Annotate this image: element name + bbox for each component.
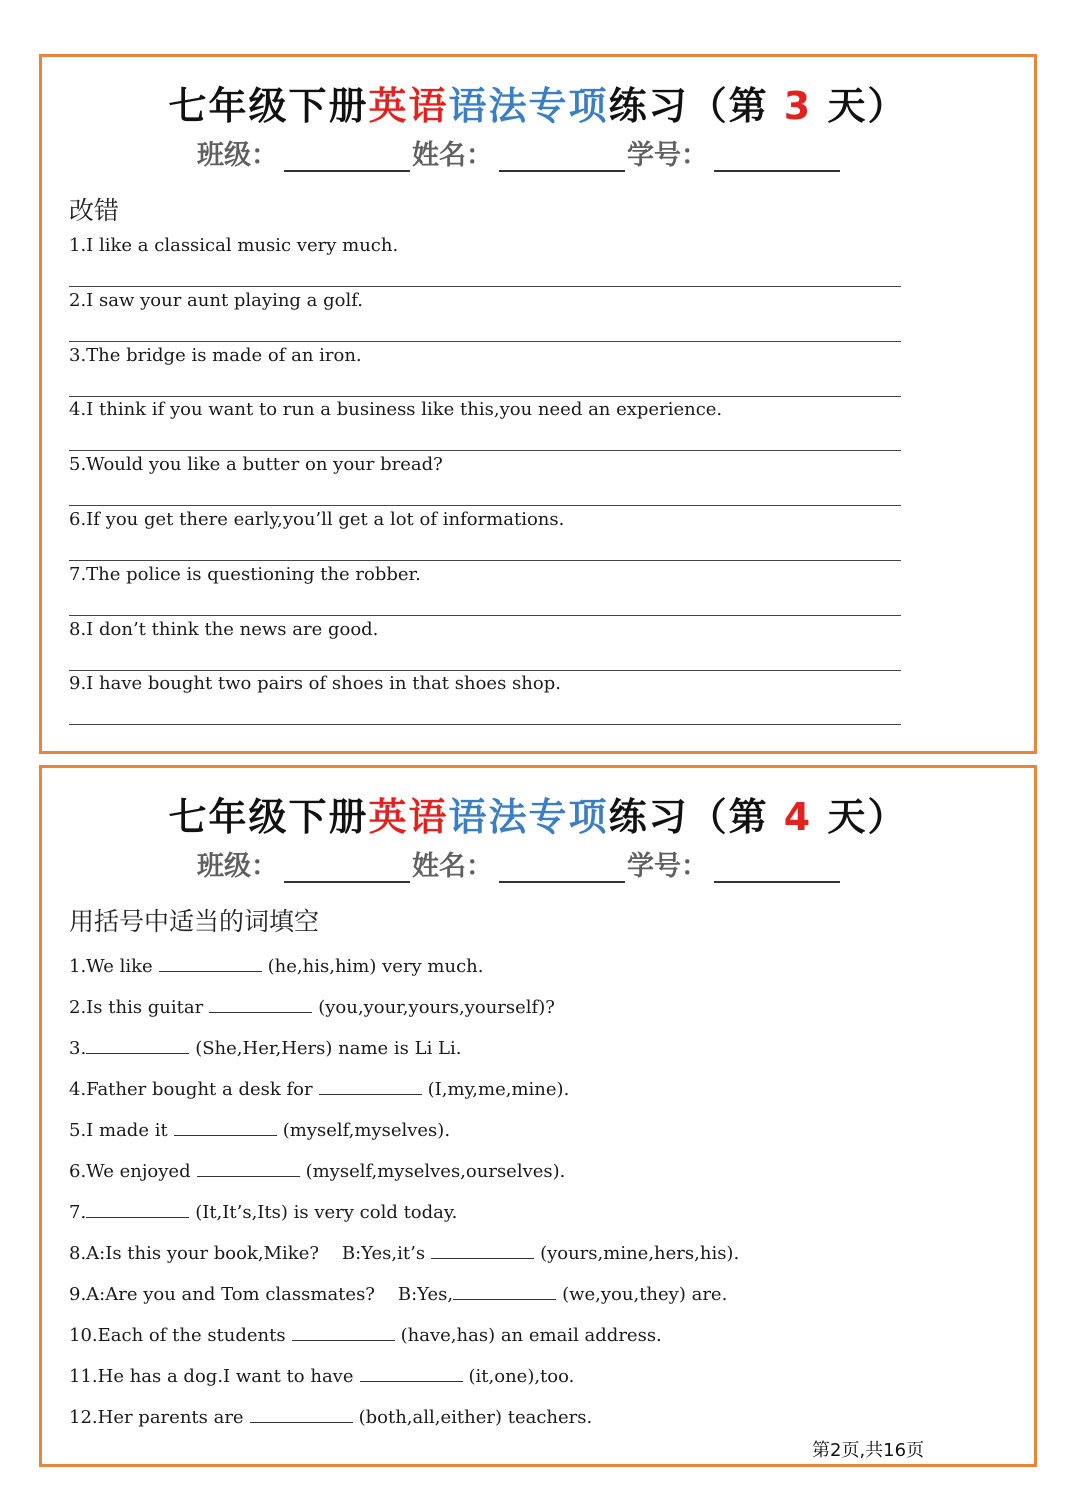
answer-line[interactable] <box>69 615 901 616</box>
question-prefix: 6.We enjoyed <box>69 1161 191 1182</box>
day-number: 3 <box>783 84 813 128</box>
question-prefix: 10.Each of the students <box>69 1325 286 1346</box>
list-item <box>69 1364 574 1387</box>
question-suffix: (myself,myselves). <box>282 1120 451 1141</box>
answer-blank[interactable] <box>360 1364 463 1382</box>
question-text: 7.The police is questioning the robber. <box>69 563 421 585</box>
list-item <box>69 1323 662 1346</box>
worksheet-title: 七年级下册英语语法专项练习（第 3 天） <box>168 84 908 128</box>
question-text: 9.I have bought two pairs of shoes in that shoes shop. <box>69 673 561 695</box>
list-item <box>69 995 555 1018</box>
question-suffix: (yours,mine,hers,his). <box>540 1243 740 1264</box>
answer-line[interactable] <box>69 396 901 397</box>
question-text: 2.I saw your aunt playing a golf. <box>69 289 363 311</box>
question-text: 1.I like a classical music very much. <box>69 235 399 256</box>
question-suffix: (She,Her,Hers) name is Li Li. <box>195 1038 462 1059</box>
question-text: 4.I think if you want to run a business like this,you need an experience. <box>69 399 723 421</box>
question-prefix: 5.I made it <box>69 1120 168 1141</box>
name-blank[interactable] <box>499 853 625 883</box>
worksheet-day4 <box>39 765 1037 1467</box>
answer-blank[interactable] <box>86 1200 189 1218</box>
student-info-row <box>197 133 842 172</box>
student-info-row <box>197 844 842 883</box>
section-title: 用括号中适当的词填空 <box>69 907 320 936</box>
answer-line[interactable] <box>69 505 901 506</box>
worksheet-day3 <box>39 54 1037 754</box>
question-prefix: 3. <box>69 1038 87 1059</box>
answer-line[interactable] <box>69 341 901 342</box>
list-item <box>69 1200 457 1223</box>
question-prefix: 2.Is this guitar <box>69 997 204 1018</box>
class-blank[interactable] <box>284 853 410 883</box>
class-label: 班级： <box>197 140 278 171</box>
list-item <box>69 1118 450 1141</box>
answer-blank[interactable] <box>431 1241 534 1259</box>
answer-blank[interactable] <box>174 1118 277 1136</box>
question-prefix: 7. <box>69 1202 87 1223</box>
answer-line[interactable] <box>69 286 901 287</box>
section-title: 改错 <box>69 196 120 225</box>
question-suffix: (have,has) an email address. <box>400 1325 662 1346</box>
answer-line[interactable] <box>69 670 901 671</box>
question-suffix: (myself,myselves,ourselves). <box>305 1161 566 1182</box>
name-blank[interactable] <box>499 142 625 172</box>
worksheet-title: 七年级下册英语语法专项练习（第 4 天） <box>168 795 908 839</box>
question-text: 5.Would you like a butter on your bread? <box>69 454 443 476</box>
question-prefix: 11.He has a dog.I want to have <box>69 1366 354 1387</box>
number-blank[interactable] <box>714 853 840 883</box>
question-text: 8.I don’t think the news are good. <box>69 618 379 640</box>
number-label: 学号： <box>627 140 708 171</box>
name-label: 姓名： <box>412 140 493 171</box>
list-item <box>69 1036 462 1059</box>
number-label: 学号： <box>627 851 708 882</box>
list-item <box>69 1241 739 1264</box>
answer-line[interactable] <box>69 560 901 561</box>
answer-blank[interactable] <box>209 995 312 1013</box>
answer-blank[interactable] <box>86 1036 189 1054</box>
question-prefix: 12.Her parents are <box>69 1407 244 1428</box>
list-item <box>69 1159 565 1182</box>
class-blank[interactable] <box>284 142 410 172</box>
number-blank[interactable] <box>714 142 840 172</box>
question-suffix: (it,one),too. <box>468 1366 575 1387</box>
list-item <box>69 1077 569 1100</box>
question-text: 6.If you get there early,you’ll get a lot of informations. <box>69 509 565 530</box>
name-label: 姓名： <box>412 851 493 882</box>
answer-line[interactable] <box>69 450 901 451</box>
answer-blank[interactable] <box>250 1405 353 1423</box>
list-item <box>69 1405 592 1428</box>
question-prefix: 8.A:Is this your book,Mike? B:Yes,it’s <box>69 1243 426 1264</box>
question-suffix: (he,his,him) very much. <box>267 956 484 977</box>
answer-blank[interactable] <box>159 954 262 972</box>
question-suffix: (you,your,yours,yourself)? <box>318 997 555 1018</box>
answer-blank[interactable] <box>292 1323 395 1341</box>
question-prefix: 4.Father bought a desk for <box>69 1079 313 1100</box>
answer-blank[interactable] <box>453 1282 556 1300</box>
question-prefix: 9.A:Are you and Tom classmates? B:Yes, <box>69 1284 454 1305</box>
question-suffix: (we,you,they) are. <box>562 1284 728 1305</box>
question-suffix: (It,It’s,Its) is very cold today. <box>195 1202 458 1223</box>
question-prefix: 1.We like <box>69 956 153 977</box>
question-suffix: (I,my,me,mine). <box>427 1079 570 1100</box>
page-number: 第2页,共16页 <box>812 1440 925 1461</box>
day-number: 4 <box>783 795 813 839</box>
question-suffix: (both,all,either) teachers. <box>358 1407 593 1428</box>
answer-blank[interactable] <box>319 1077 422 1095</box>
list-item <box>69 954 484 977</box>
question-text: 3.The bridge is made of an iron. <box>69 344 362 366</box>
class-label: 班级： <box>197 851 278 882</box>
list-item <box>69 1282 727 1305</box>
answer-blank[interactable] <box>197 1159 300 1177</box>
answer-line[interactable] <box>69 724 901 725</box>
